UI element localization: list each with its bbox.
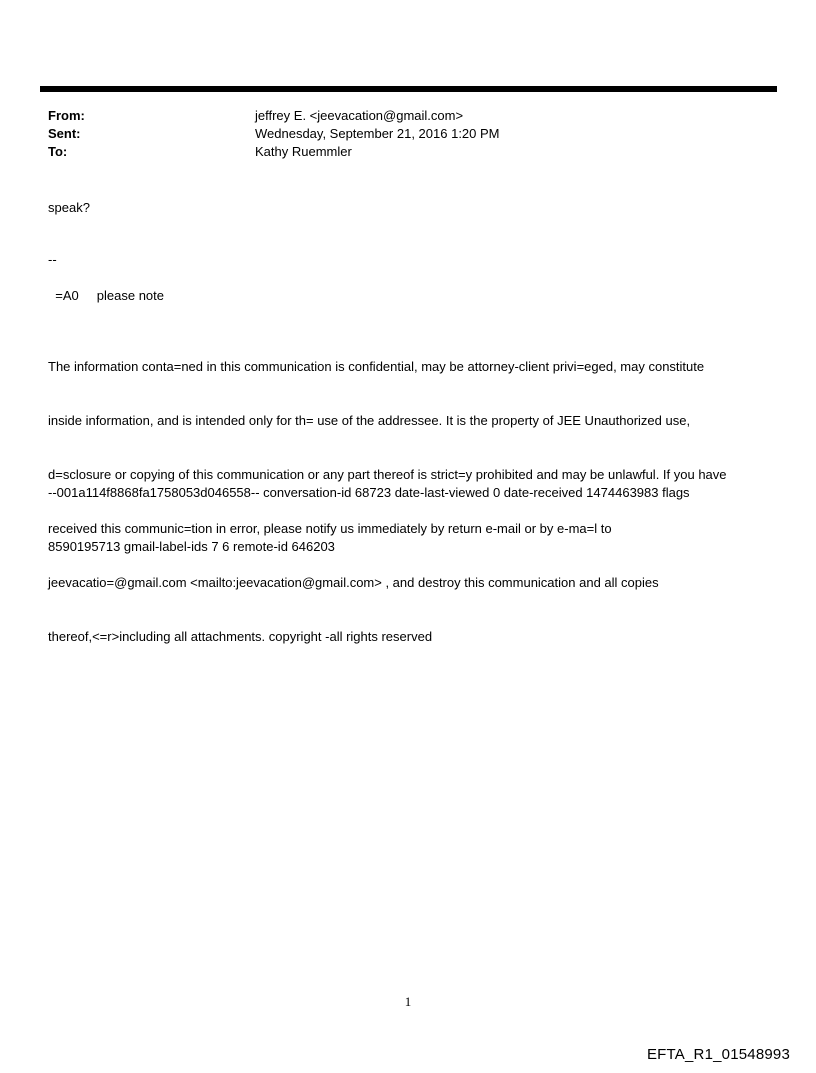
disclaimer-line: d=sclosure or copying of this communication or any part thereof is strict=y prohibited and may be unlawful. If you have [48,467,727,482]
page-number: 1 [404,994,412,1009]
header-row-to [48,143,748,161]
metadata-line: 8590195713 gmail-label-ids 7 6 remote-id 646203 [48,539,335,554]
disclaimer-line: inside information, and is intended only for th= use of the addressee. It is the property of JEE Unauthorized use, [48,413,691,428]
from-label: From: [48,108,85,123]
sent-label: Sent: [48,126,81,141]
sent-value: Wednesday, September 21, 2016 1:20 PM [255,126,500,141]
disclaimer-line: The information conta=ned in this communication is confidential, may be attorney-client privi=eged, may constitute [48,359,705,374]
email-body-message: speak? [48,200,90,215]
mime-metadata-block [48,448,788,592]
metadata-line: --001a114f8868fa1758053d046558-- conversation-id 68723 date-last-viewed 0 date-received 1474463983 flags [48,485,690,500]
from-value: jeffrey E. <jeevacation@gmail.com> [255,108,464,123]
disclaimer-line: jeevacatio=@gmail.com <mailto:jeevacation@gmail.com> , and destroy this communication and all copies [48,575,659,590]
header-row-sent [48,125,748,143]
bates-number: EFTA_R1_01548993 [646,1046,790,1063]
to-label: To: [48,144,68,159]
header-row-from [48,107,748,125]
disclaimer-line: thereof,<=r>including all attachments. copyright -all rights reserved [48,629,433,644]
header-divider-rule [40,86,777,92]
signature-separator: -- [48,252,57,267]
please-note-line: =A0 please note [48,288,164,303]
disclaimer-line: received this communic=tion in error, please notify us immediately by return e-mail or by e-ma=l to [48,521,612,536]
to-value: Kathy Ruemmler [255,144,352,159]
email-header-block [48,107,748,161]
